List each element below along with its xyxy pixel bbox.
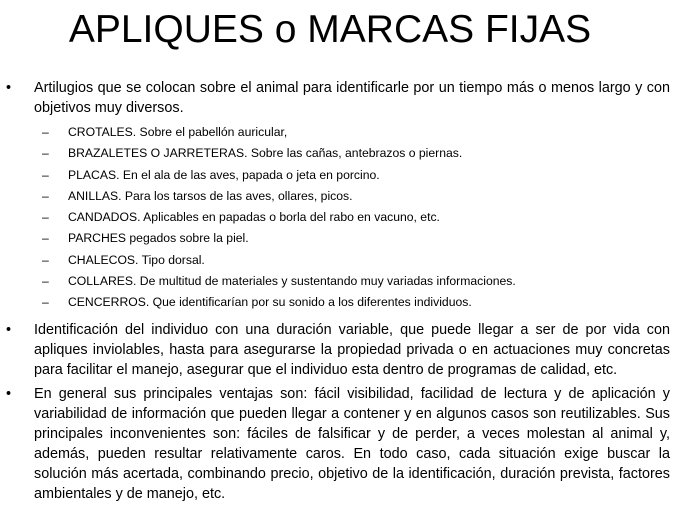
sub-item-text: BRAZALETES O JARRETERAS. Sobre las cañas, antebrazos o piernas.: [68, 146, 463, 161]
slide-title: APLIQUES o MARCAS FIJAS: [68, 8, 592, 51]
sub-item-text: COLLARES. De multitud de materiales y sustentando muy variadas informaciones.: [68, 274, 516, 289]
dash-icon: –: [42, 295, 49, 310]
sub-item: [0, 228, 670, 249]
sub-item-text: PLACAS. En el ala de las aves, papada o jeta en porcino.: [68, 167, 380, 182]
sub-list: [0, 122, 670, 314]
dash-icon: –: [42, 274, 49, 289]
bullet-item: [0, 78, 680, 314]
dash-icon: –: [42, 125, 49, 139]
sub-item: [0, 292, 670, 313]
sub-item-text: CHALECOS. Tipo dorsal.: [68, 252, 205, 267]
bullet-item: [0, 320, 680, 380]
sub-item: [0, 186, 670, 207]
sub-item: [0, 165, 670, 186]
slide-content: [0, 78, 680, 504]
sub-item-text: CENCERROS. Que identificarían por su sonido a los diferentes individuos.: [68, 295, 472, 310]
bullet-item: [0, 384, 680, 504]
bullet-text: Artilugios que se colocan sobre el animal para identificarle por un tiempo más o menos largo y con objetivos muy diversos.: [34, 80, 670, 116]
bullet-text: En general sus principales ventajas son: fácil visibilidad, facilidad de lectura y de aplicación y variabilidad de información que pueden llegar a contener y en algunos casos son reutilizables. Sus principales inconvenientes son: fáciles de falsificar y de perder, a veces molestan al animal y, además, pueden resultar relativamente caros. En todo caso, cada situación exige buscar la solución más acertada, combinando precio, objetivo de la identificación, duración prevista, factores ambientales y de manejo, etc.: [34, 385, 670, 502]
dash-icon: –: [42, 146, 49, 161]
dash-icon: –: [42, 210, 49, 225]
sub-item-text: CANDADOS. Aplicables en papadas o borla del rabo en vacuno, etc.: [68, 210, 440, 225]
bullet-dot-icon: •: [6, 385, 12, 402]
bullet-dot-icon: •: [6, 321, 12, 338]
sub-item-text: CROTALES. Sobre el pabellón auricular,: [68, 125, 288, 139]
sub-item: [0, 143, 670, 164]
sub-item: [0, 122, 670, 143]
bullet-dot-icon: •: [6, 80, 12, 96]
sub-item: [0, 250, 670, 271]
bullet-text: Identificación del individuo con una duración variable, que puede llegar a ser de por vida con apliques inviolables, hasta para asegurarse la propiedad privada o en actuaciones muy concretas para facilitar el manejo, asegurar que el individuo esta dentro de programas de calidad, etc.: [34, 321, 670, 378]
sub-item-text: PARCHES pegados sobre la piel.: [68, 231, 249, 246]
dash-icon: –: [42, 231, 49, 246]
dash-icon: –: [42, 188, 49, 203]
sub-item: [0, 207, 670, 228]
sub-item: [0, 271, 670, 292]
dash-icon: –: [42, 252, 49, 267]
sub-item-text: ANILLAS. Para los tarsos de las aves, ollares, picos.: [68, 188, 353, 203]
dash-icon: –: [42, 167, 49, 182]
